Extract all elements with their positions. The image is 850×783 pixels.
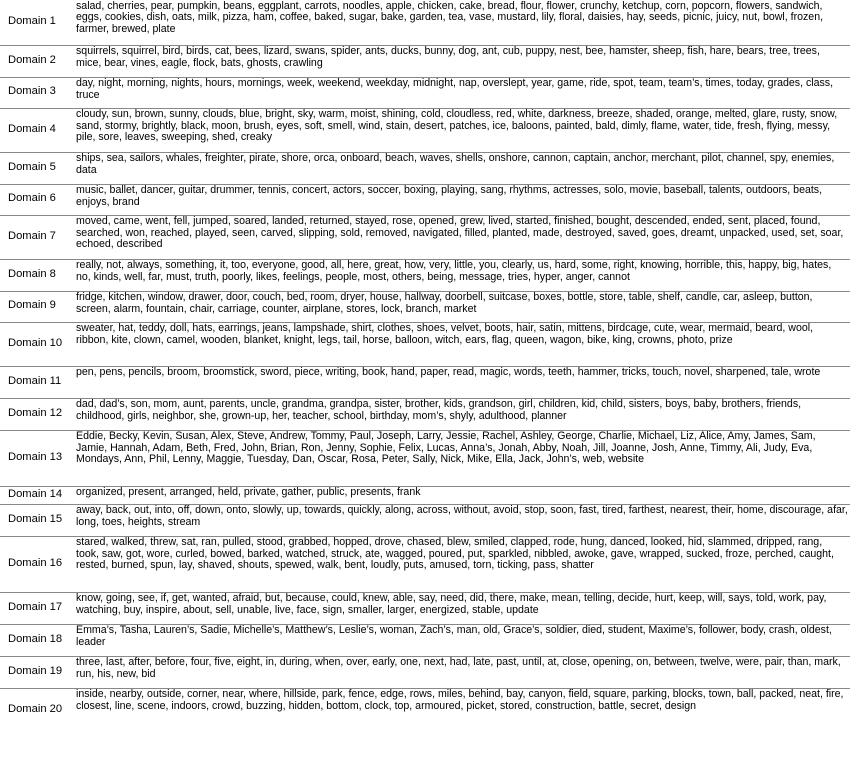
domain-row	[0, 504, 850, 536]
domain-words: music, ballet, dancer, guitar, drummer, tennis, concert, actors, soccer, boxing, playing, sang, rhythms, actresses, solo, movie, baseball, talents, outdoors, beats, enjoys, brand	[76, 184, 823, 208]
domain-label: Domain 10	[8, 336, 63, 349]
domain-label: Domain 16	[8, 556, 63, 569]
domain-row	[0, 215, 850, 259]
domain-row	[0, 259, 850, 291]
domain-label: Domain 4	[8, 122, 56, 135]
domain-label: Domain 7	[8, 229, 56, 242]
domain-row	[0, 486, 850, 504]
domain-row	[0, 152, 850, 184]
domain-label: Domain 20	[8, 703, 63, 716]
domain-words: Emma’s, Tasha, Lauren’s, Sadie, Michelle’s, Matthew’s, Leslie’s, woman, Zach’s, man, old, Grace’s, soldier, died, student, Maxime’s, follower, body, crash, oldest, leader	[76, 624, 832, 648]
domain-words: organized, present, arranged, held, private, gather, public, presents, frank	[76, 486, 421, 498]
domain-row	[0, 0, 850, 45]
domain-label: Domain 17	[8, 600, 63, 613]
domain-label: Domain 2	[8, 53, 56, 66]
domain-label: Domain 8	[8, 267, 56, 280]
domain-words: day, night, morning, nights, hours, mornings, week, weekend, weekday, midnight, nap, overslept, year, game, ride, spot, team, team’s, times, today, grades, class, truce	[76, 77, 834, 101]
domain-words: away, back, out, into, off, down, onto, slowly, up, towards, quickly, along, across, without, avoid, stop, soon, fast, tired, farthest, nearest, their, home, discourage, afar, long, toes, heights, stream	[76, 504, 848, 528]
domain-words: three, last, after, before, four, five, eight, in, during, when, over, early, one, next, had, late, past, until, at, close, opening, on, between, twelve, were, pair, than, mark, run, his, new, bid	[76, 656, 841, 680]
domain-row	[0, 656, 850, 688]
domain-row	[0, 366, 850, 398]
domain-label: Domain 14	[8, 487, 63, 500]
domain-row	[0, 536, 850, 592]
domain-row	[0, 398, 850, 430]
domain-words: pen, pens, pencils, broom, broomstick, sword, piece, writing, book, hand, paper, read, magic, words, teeth, hammer, tricks, touch, novel, sharpened, tale, wrote	[76, 366, 821, 378]
domain-row	[0, 184, 850, 215]
domain-label: Domain 18	[8, 632, 63, 645]
domain-label: Domain 6	[8, 192, 56, 205]
domain-row	[0, 108, 850, 152]
domain-row	[0, 592, 850, 624]
domain-words: dad, dad’s, son, mom, aunt, parents, uncle, grandma, grandpa, sister, brother, kids, grandson, girl, children, kid, child, sisters, boys, baby, brothers, friends, childhood, girls, neighbor, she, grown-up, her, teacher, school, birthday, mom’s, shyly, adulthood, planner	[76, 398, 802, 422]
domain-row	[0, 77, 850, 108]
domain-label: Domain 9	[8, 299, 56, 312]
domain-label: Domain 11	[8, 374, 62, 387]
domain-words: fridge, kitchen, window, drawer, door, couch, bed, room, dryer, house, hallway, doorbell, suitcase, boxes, bottle, store, table, shelf, candle, car, asleep, button, screen, alarm, fountain, chair, carriage, counter, airplane, stores, lock, branch, market	[76, 291, 813, 315]
domain-words: know, going, see, if, get, wanted, afraid, but, because, could, knew, able, say, need, did, there, make, mean, telling, decide, hurt, keep, will, says, told, work, pay, watching, buy, inspire, about, sell, unable, live, face, sign, smaller, larger, energized, stable, update	[76, 592, 827, 616]
domain-row	[0, 430, 850, 486]
domain-label: Domain 3	[8, 85, 56, 98]
domain-words: salad, cherries, pear, pumpkin, beans, eggplant, carrots, noodles, apple, chicken, cake, bread, flour, flower, crunchy, ketchup, corn, popcorn, flowers, sandwich, eggs, cookies, dish, oats, milk, pizza, ham, coffee, baked, sugar, bake, garden, tea, vase, mustard, lily, floral, daisies, hay, seeds, picnic, juicy, nut, bowl, frozen, farmer, brewed, plate	[76, 0, 824, 35]
domain-label: Domain 1	[8, 15, 56, 28]
domain-label: Domain 15	[8, 512, 63, 525]
domain-label: Domain 5	[8, 160, 56, 173]
domain-label: Domain 19	[8, 664, 63, 677]
domain-label: Domain 12	[8, 406, 63, 419]
domain-words: really, not, always, something, it, too, everyone, good, all, here, great, how, very, little, you, clearly, us, hard, some, right, knowing, horrible, this, happy, big, hates, no, kinds, well, far, must, truth, poorly, likes, feelings, people, most, others, being, message, tries, hyper, anger, cannot	[76, 259, 832, 283]
domain-words: moved, came, went, fell, jumped, soared, landed, returned, stayed, rose, opened, grew, lived, started, finished, bought, descended, ended, sent, placed, found, searched, won, reached, played, seen, carved, slipping, sold, removed, navigated, filled, planted, made, destroyed, saved, goes, dreamt, unpacked, used, set, soar, echoed, described	[76, 215, 844, 251]
domain-label: Domain 13	[8, 450, 63, 463]
domain-words: cloudy, sun, brown, sunny, clouds, blue, bright, sky, warm, moist, shining, cold, cloudless, red, white, darkness, breeze, shaded, orange, melted, glare, rusty, snow, sand, stormy, brightly, black, moon, brush, eyes, soft, smell, wind, stain, desert, patches, ice, baloons, painted, bald, dimly, flame, water, tide, fresh, flying, messy, pile, sore, leaves, sweeping, shed, creaky	[76, 108, 838, 144]
domain-row	[0, 45, 850, 77]
domain-row	[0, 624, 850, 656]
domain-words: Eddie, Becky, Kevin, Susan, Alex, Steve, Andrew, Tommy, Paul, Joseph, Larry, Jessie, Rachel, Ashley, George, Charlie, Michael, Liz, Alice, Amy, James, Sam, Jamie, Hannah, Adam, Beth, Fred, John, Brian, Ron, Jenny, Sophie, Felix, Lucas, Anna’s, Jonah, Abby, Noah, Jill, Joanne, Josh, Anne, Timmy, Ali, Judy, Eva, Mondays, Ann, Phil, Lenny, Maggie, Tuesday, Dan, Oscar, Rosa, Peter, Sally, Nick, Mike, Ella, Jack, John’s, web, website	[76, 430, 816, 466]
domain-row	[0, 291, 850, 322]
domain-words: inside, nearby, outside, corner, near, where, hillside, park, fence, edge, rows, miles, behind, bay, canyon, field, square, parking, blocks, town, ball, packed, neat, fire, closest, line, scene, indoors, crowd, buzzing, hidden, bottom, clock, top, armoured, picket, stored, construction, battle, secret, design	[76, 688, 844, 712]
domain-words: ships, sea, sailors, whales, freighter, pirate, shore, orca, onboard, beach, waves, shells, onshore, cannon, captain, anchor, merchant, pilot, channel, spy, enemies, data	[76, 152, 835, 176]
domain-words: squirrels, squirrel, bird, birds, cat, bees, lizard, swans, spider, ants, ducks, bunny, dog, ant, cub, puppy, nest, bee, hamster, sheep, fish, hare, bears, tree, trees, mice, bear, vines, eagle, flock, bats, ghosts, crawling	[76, 45, 820, 69]
domain-row	[0, 688, 850, 732]
domain-words: stared, walked, threw, sat, ran, pulled, stood, grabbed, hopped, drove, chased, blew, smiled, clapped, rode, hung, danced, looked, hid, slammed, dripped, rang, took, saw, got, wore, curled, bowed, barked, watched, struck, ate, wagged, poured, put, sparkled, nibbled, awoke, gave, wrapped, sucked, froze, perched, caught, rested, burned, spun, lay, shaved, shouts, spewed, walk, bent, loudly, puts, amused, torn, ticking, pass, shatter	[76, 536, 834, 572]
domain-words: sweater, hat, teddy, doll, hats, earrings, jeans, lampshade, shirt, clothes, shoes, velvet, boots, hair, satin, mittens, birdcage, cute, wear, mermaid, beard, wool, ribbon, kite, clown, camel, wooden, blanket, knight, legs, tail, horse, balloon, witch, ears, flag, queen, wagon, bike, king, crowns, photo, prize	[76, 322, 814, 346]
domain-row	[0, 322, 850, 366]
